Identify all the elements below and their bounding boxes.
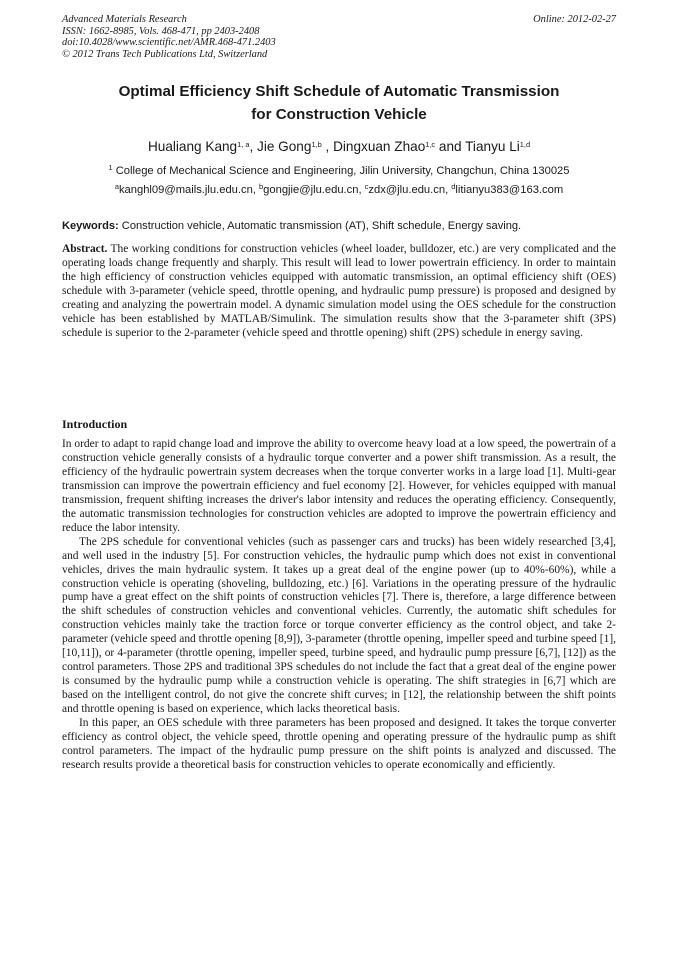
- author-name: Hualiang Kang: [147, 139, 238, 154]
- online-date: Online: 2012-02-27: [533, 14, 616, 25]
- author-affiliation-mark: 1,d: [519, 139, 531, 149]
- author-affiliation-mark: 1,b: [311, 139, 322, 149]
- author-affiliation-mark: 1,c: [425, 139, 436, 149]
- abstract: [62, 243, 616, 341]
- email-address: kanghl09@mails.jlu.edu.cn,: [118, 184, 260, 196]
- paper-title: [62, 80, 616, 126]
- abstract-label: Abstract.: [62, 243, 108, 255]
- title-line-2: for Construction Vehicle: [251, 106, 427, 123]
- affiliation-text: College of Mechanical Science and Engineering, Jilin University, Changchun, China 130025: [112, 165, 570, 177]
- journal-header: [62, 14, 616, 60]
- author-list: [62, 138, 616, 156]
- author-separator: ,: [249, 139, 258, 154]
- author-separator: and: [435, 139, 466, 154]
- author-separator: ,: [321, 139, 334, 154]
- author-name: Tianyu Li: [465, 139, 520, 154]
- doi-line: doi:10.4028/www.scientific.net/AMR.468-471.2403: [62, 37, 276, 49]
- email-list: [62, 183, 616, 197]
- title-line-1: Optimal Efficiency Shift Schedule of Automatic Transmission: [118, 83, 560, 100]
- paragraph: The 2PS schedule for conventional vehicles (such as passenger cars and trucks) has been widely researched [3,4], and well used in the industry [5]. For construction vehicles, the hydraulic pump which does not exist in conventional vehicles, drives the main hydraulic system. It takes up a great deal of the engine power (up to 40%-60%), while a construction vehicle is operating (shoveling, bulldozing, etc.) [6]. Variations in the operating pressure of the hydraulic pump have a great effect on the shift points of construction vehicles [7]. There is, therefore, a large difference between the shift schedules of construction vehicles and conventional vehicles. Currently, the automatic shift schedules for construction vehicles mainly take the traction force or torque converter efficiency as the control object, and take 2-parameter (vehicle speed and throttle opening [8,9]), 3-parameter (throttle opening, impeller speed and turbine speed [1], [10,11]), or 4-parameter (throttle opening, impeller speed, turbine speed, and hydraulic pump pressure [6,7], [12]) as the control parameters. Those 2PS and traditional 3PS schedules do not include the fact that a great deal of the engine power is consumed by the hydraulic pump while a construction vehicle is operating. The shift strategies in [6,7] which are based on the intelligent control, do not give the concrete shift curves; in [12], the relationship between the shift points and throttle opening is based on experience, which lacks theoretical basis.: [62, 535, 616, 716]
- email-mark: b: [259, 181, 264, 191]
- abstract-text: The working conditions for construction vehicles (wheel loader, bulldozer, etc.) are very complicated and the operating loads change frequently and sharply. This result will lead to lower powertrain efficiency. In order to maintain the high efficiency of construction vehicles equipped with automatic transmission, an optimal efficiency shift (OES) schedule with 3-parameter (vehicle speed, throttle opening, and hydraulic pump pressure) is proposed and designed by creating and analyzing the powertrain model. A dynamic simulation model using the OES schedule for the construction vehicle has been established by MATLAB/Simulink. The simulation results show that the 3-parameter shift (3PS) schedule is superior to the 2-parameter (vehicle speed and throttle opening) shift (2PS) schedule in energy saving.: [62, 243, 616, 339]
- email-address: gongjie@jlu.edu.cn,: [263, 184, 365, 196]
- paragraph: In this paper, an OES schedule with three parameters has been proposed and designed. It takes the torque converter efficiency as control object, the vehicle speed, throttle opening and operating pressure of the hydraulic pump as shift control parameters. The impact of the hydraulic pump pressure on the shift points is analyzed and discussed. The research results provide a theoretical basis for construction vehicles to operate economically and efficiently.: [62, 717, 616, 771]
- paragraph: In order to adapt to rapid change load and improve the ability to overcome heavy load at a low speed, the powertrain of a construction vehicle generally consists of a hydraulic torque converter and a power shift transmission. As a result, the efficiency of the hydraulic powertrain system decreases when the torque converter works in a large load [1]. Multi-gear transmission can improve the powertrain efficiency and fuel economy [2]. However, for vehicles equipped with manual transmission, frequent shifting increases the driver's labor intensity and reduces the operating efficiency. Consequently, the automatic transmission technologies for construction vehicles are adopted to improve the powertrain efficiency and reduce the labor intensity.: [62, 438, 616, 534]
- affiliation: [62, 164, 616, 178]
- email-address: litianyu383@163.com: [455, 184, 564, 196]
- author-name: Dingxuan Zhao: [333, 139, 426, 154]
- author-name: Jie Gong: [257, 139, 312, 154]
- affiliation-mark: 1: [108, 162, 113, 172]
- email-mark: a: [114, 181, 119, 191]
- keywords-text: Construction vehicle, Automatic transmission (AT), Shift schedule, Energy saving.: [118, 220, 522, 232]
- issn-line: ISSN: 1662-8985, Vols. 468-471, pp 2403-2408: [62, 25, 260, 37]
- copyright-line: © 2012 Trans Tech Publications Ltd, Switzerland: [62, 48, 268, 60]
- email-mark: d: [451, 181, 456, 191]
- keywords-line: [62, 219, 616, 233]
- introduction-body: [62, 438, 616, 773]
- author-affiliation-mark: 1, a: [237, 139, 250, 149]
- email-address: zdx@jlu.edu.cn,: [368, 184, 452, 196]
- keywords-label: Keywords:: [62, 220, 119, 232]
- section-heading-introduction: Introduction: [62, 417, 128, 431]
- email-mark: c: [364, 181, 369, 191]
- journal-name: Advanced Materials Research: [62, 14, 187, 25]
